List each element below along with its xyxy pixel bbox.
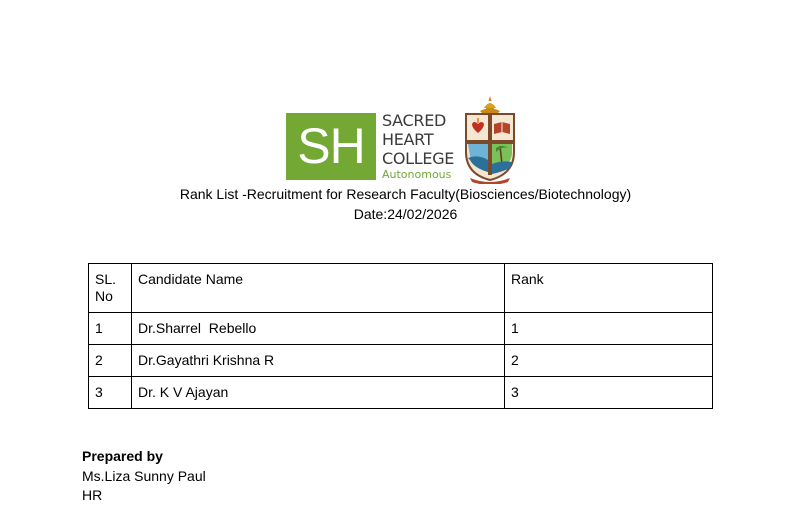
table-row bbox=[89, 377, 713, 409]
document-title: Rank List -Recruitment for Research Faculty(Biosciences/Biotechnology) bbox=[179, 186, 632, 202]
table-header-row bbox=[89, 264, 713, 313]
college-logo bbox=[286, 94, 518, 184]
document-date: Date:24/02/2026 bbox=[353, 206, 458, 222]
cell-rank: 3 bbox=[505, 377, 713, 409]
cell-rank: 1 bbox=[505, 313, 713, 345]
cell-candidate-name: Dr. K V Ajayan bbox=[132, 377, 505, 409]
logo-college-name bbox=[382, 111, 454, 168]
cell-sl-no: 3 bbox=[89, 377, 132, 409]
logo-initials: SH bbox=[286, 113, 376, 180]
prepared-by-block bbox=[82, 447, 206, 506]
header-rank: Rank bbox=[505, 264, 713, 313]
cell-candidate-name: Dr.Gayathri Krishna R bbox=[132, 345, 505, 377]
rank-list-table bbox=[88, 263, 713, 409]
logo-name-line-1: SACRED bbox=[382, 111, 447, 130]
prepared-by-label: Prepared by bbox=[82, 448, 163, 464]
header-candidate-name: Candidate Name bbox=[132, 264, 505, 313]
logo-name-line-3: COLLEGE bbox=[382, 149, 455, 168]
crest-icon bbox=[462, 94, 518, 184]
table-row bbox=[89, 345, 713, 377]
cell-sl-no: 2 bbox=[89, 345, 132, 377]
logo-name-line-2: HEART bbox=[382, 130, 434, 149]
header-sl-no: SL. No bbox=[89, 264, 132, 313]
cell-sl-no: 1 bbox=[89, 313, 132, 345]
preparer-name: Ms.Liza Sunny Paul bbox=[82, 467, 206, 484]
table-row bbox=[89, 313, 713, 345]
preparer-role: HR bbox=[82, 487, 103, 503]
cell-rank: 2 bbox=[505, 345, 713, 377]
logo-subtitle: Autonomous bbox=[382, 168, 452, 181]
cell-candidate-name: Dr.Sharrel Rebello bbox=[132, 313, 505, 345]
